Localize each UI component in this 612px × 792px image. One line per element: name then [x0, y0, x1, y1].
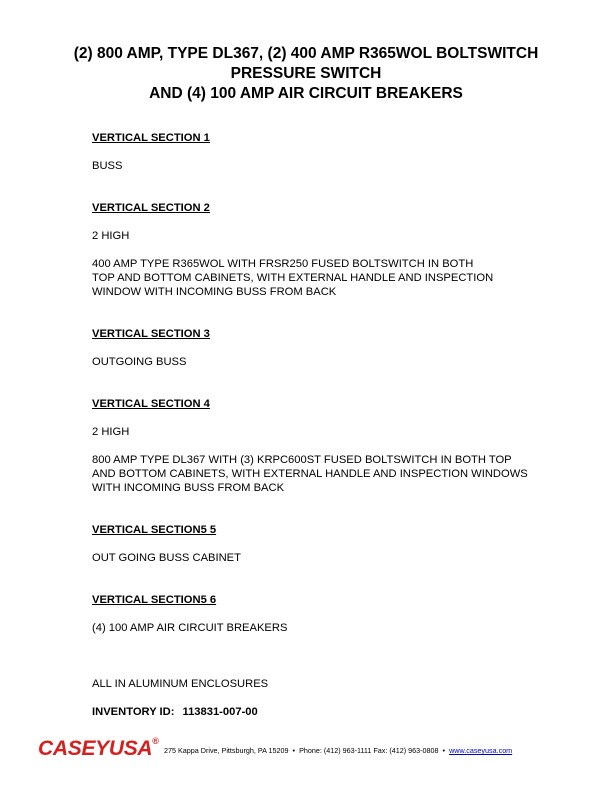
- footer-contact: [164, 746, 512, 755]
- website-link[interactable]: www.caseyusa.com: [449, 746, 513, 755]
- section-heading: VERTICAL SECTION5 6: [92, 594, 217, 606]
- item-line: WINDOW WITH INCOMING BUSS FROM BACK: [92, 286, 337, 298]
- title-line-1: (2) 800 AMP, TYPE DL367, (2) 400 AMP R365WOL BOLTSWITCH: [73, 45, 539, 62]
- section-item: [92, 677, 562, 691]
- section-heading: VERTICAL SECTION5 5: [92, 524, 217, 536]
- section-item: [92, 551, 562, 565]
- caseyusa-logo: [38, 737, 159, 761]
- title-line-2: PRESSURE SWITCH: [230, 65, 382, 82]
- inventory-label: INVENTORY ID:: [92, 706, 175, 718]
- section-item: [92, 425, 562, 439]
- footer-phone: Phone: (412) 963-1111: [299, 746, 372, 755]
- footer-separator: •: [442, 746, 446, 755]
- section-item: [92, 621, 562, 635]
- item-line: OUT GOING BUSS CABINET: [92, 552, 241, 564]
- section-heading: VERTICAL SECTION 2: [92, 202, 210, 214]
- inventory-id: [92, 706, 258, 718]
- section-item: [92, 453, 562, 495]
- footer-separator: •: [292, 746, 296, 755]
- section-item: [92, 159, 562, 173]
- registered-mark: ®: [152, 736, 159, 746]
- item-line: OUTGOING BUSS: [92, 356, 187, 368]
- title-line-3: AND (4) 100 AMP AIR CIRCUIT BREAKERS: [149, 85, 463, 102]
- item-line: 400 AMP TYPE R365WOL WITH FRSR250 FUSED BOLTSWITCH IN BOTH: [92, 258, 474, 270]
- footer-fax: Fax: (412) 963-0808: [373, 746, 439, 755]
- item-line: TOP AND BOTTOM CABINETS, WITH EXTERNAL HANDLE AND INSPECTION: [92, 272, 494, 284]
- item-line: 800 AMP TYPE DL367 WITH (3) KRPC600ST FUSED BOLTSWITCH IN BOTH TOP: [92, 454, 512, 466]
- footer-address: 275 Kappa Drive, Pittsburgh, PA 15209: [164, 746, 289, 755]
- section-heading: VERTICAL SECTION 3: [92, 328, 210, 340]
- logo-text: CASEYUSA: [38, 737, 153, 760]
- section-item: [92, 649, 562, 663]
- item-line: 2 HIGH: [92, 426, 130, 438]
- section-heading: VERTICAL SECTION 4: [92, 398, 210, 410]
- item-line: [92, 649, 562, 663]
- item-line: WITH INCOMING BUSS FROM BACK: [92, 482, 285, 494]
- item-line: ALL IN ALUMINUM ENCLOSURES: [92, 678, 269, 690]
- item-line: AND BOTTOM CABINETS, WITH EXTERNAL HANDLE AND INSPECTION WINDOWS: [92, 468, 528, 480]
- item-line: (4) 100 AMP AIR CIRCUIT BREAKERS: [92, 622, 288, 634]
- section-list: [92, 131, 562, 691]
- inventory-value: 113831-007-00: [182, 706, 258, 718]
- item-line: BUSS: [92, 160, 123, 172]
- document-title: [0, 44, 612, 104]
- section-item: [92, 257, 562, 299]
- item-line: 2 HIGH: [92, 230, 130, 242]
- footer: [38, 736, 578, 764]
- section-heading: VERTICAL SECTION 1: [92, 132, 210, 144]
- section-item: [92, 355, 562, 369]
- section-item: [92, 229, 562, 243]
